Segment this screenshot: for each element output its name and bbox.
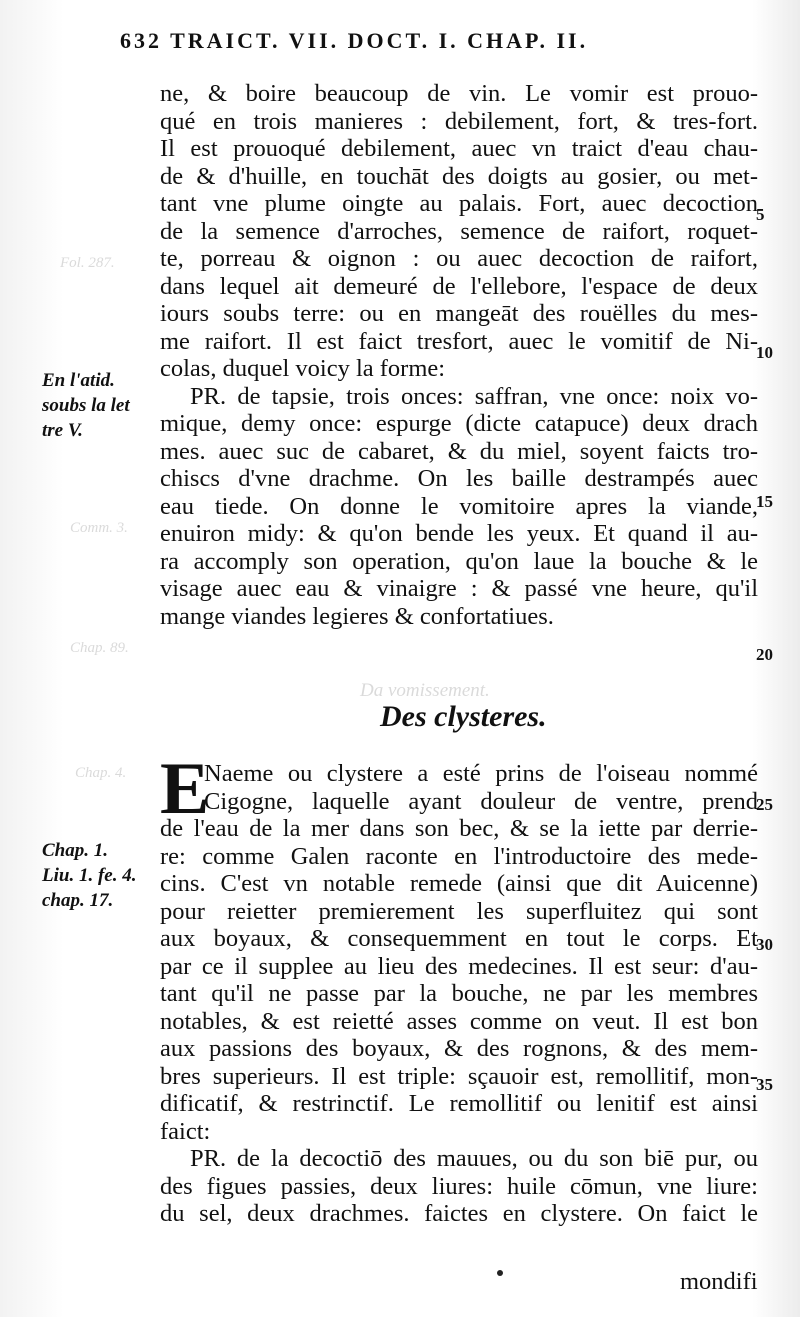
text-line: de l'eau de la mer dans son bec, & se la iette par derrie- [160,815,758,842]
text-line: des figues passies, deux liures: huile cōmun, vne liure: [160,1172,758,1200]
text-line: cins. C'est vn notable remede (ainsi que dit Auicenne) [160,870,758,897]
text-line: qué en trois manieres : debilement, fort, & tres-fort. [160,107,758,135]
text-line: me raifort. Il est faict tresfort, auec le vomitif de Ni- [160,327,758,355]
text-line: visage auec eau & vinaigre : & passé vne heure, qu'il [160,575,758,602]
text-line: tant vne plume oingte au palais. Fort, auec decoction [160,190,758,217]
line-number: 30 [756,935,773,954]
line-number: 35 [756,1075,773,1094]
margin-note-line: soubs la let [42,395,130,416]
line-number: 25 [756,795,773,814]
margin-note-top [42,368,154,443]
text-line: de la semence d'arroches, semence de raifort, roquet- [160,217,758,245]
text-line: aux passions des boyaux, & des rognons, & des mem- [160,1035,758,1062]
bleed-through-text: Chap. 89. [70,640,129,656]
text-line: PR. de tapsie, trois onces: saffran, vne once: noix vo- [190,382,758,410]
line-number: 5 [756,205,765,224]
text-line: enuiron midy: & qu'on bende les yeux. Et quand il au- [160,520,758,547]
ink-dot [497,1270,503,1276]
line-number: 20 [756,645,773,664]
text-line: ra accomply son operation, qu'on laue la bouche & le [160,547,758,575]
text-line: mes. auec suc de cabaret, & du miel, soyent faicts tro- [160,437,758,465]
text-line: Naeme ou clystere a esté prins de l'oiseau nommé [204,760,758,787]
body-text-lower [160,760,758,1228]
text-line: bres superieurs. Il est triple: sçauoir est, remollitif, mon- [160,1062,758,1090]
line-number: 15 [756,492,773,511]
text-line: re: comme Galen raconte en l'introductoire des mede- [160,842,758,870]
text-line: faict: [160,1117,211,1145]
text-line: colas, duquel voicy la forme: [160,355,446,382]
margin-note-line: Chap. 1. [42,840,108,861]
text-line: dans lequel ait demeuré de l'ellebore, l'espace de deux [160,272,758,300]
running-head: 632 TRAICT. VII. DOCT. I. CHAP. II. [120,28,589,53]
text-line: iours soubs terre: ou en mangeāt des rouëlles du mes- [160,300,758,327]
body-text-upper [160,80,758,630]
margin-note-line: En l'atid. [42,370,115,391]
text-line: eau tiede. On donne le vomitoire apres la viande, [160,492,758,520]
text-line: mique, demy once: espurge (dicte catapuce) deux drach [160,410,758,437]
drop-cap: E [160,748,210,830]
text-line: tant qu'il ne passe par la bouche, ne par les membres [160,980,758,1007]
margin-note-bottom [42,838,154,913]
text-line: PR. de la decoctiō des mauues, ou du son biē pur, ou [190,1145,758,1172]
bleed-through-text: Comm. 3. [70,520,128,536]
text-line: ne, & boire beaucoup de vin. Le vomir est prouo- [160,80,758,107]
bleed-through-text: Da vomissement. [360,680,490,701]
text-line: de & d'huille, en touchāt des doigts au gosier, ou met- [160,162,758,190]
line-number: 10 [756,343,773,362]
text-line: Cigogne, laquelle ayant douleur de ventre, prend [204,787,758,815]
text-line: aux boyaux, & consequemment en tout le corps. Et [160,925,758,952]
text-line: notables, & est reietté asses comme on veut. Il est bon [160,1007,758,1035]
text-line: mange viandes legieres & confortatiues. [160,602,554,630]
text-line: dificatif, & restrinctif. Le remollitif ou lenitif est ainsi [160,1090,758,1117]
text-line: par ce il supplee au lieu des medecines. Il est seur: d'au- [160,952,758,980]
bleed-through-text: Chap. 4. [75,765,127,781]
bleed-through-text: Fol. 287. [60,255,115,271]
text-line: pour reietter premierement les superfluitez qui sont [160,897,758,925]
text-line: chiscs d'vne drachme. On les baille destrampés auec [160,465,758,492]
text-line: du sel, deux drachmes. faictes en clystere. On faict le [160,1200,758,1227]
margin-note-line: tre V. [42,420,83,441]
text-line: te, porreau & oignon : ou auec decoction de raifort, [160,245,758,272]
text-line: Il est prouoqué debilement, auec vn traict d'eau chau- [160,135,758,162]
section-heading: Des clysteres. [380,700,547,733]
margin-note-line: Liu. 1. fe. 4. [42,865,137,886]
catchword: mondifi [680,1268,758,1295]
margin-note-line: chap. 17. [42,890,114,911]
